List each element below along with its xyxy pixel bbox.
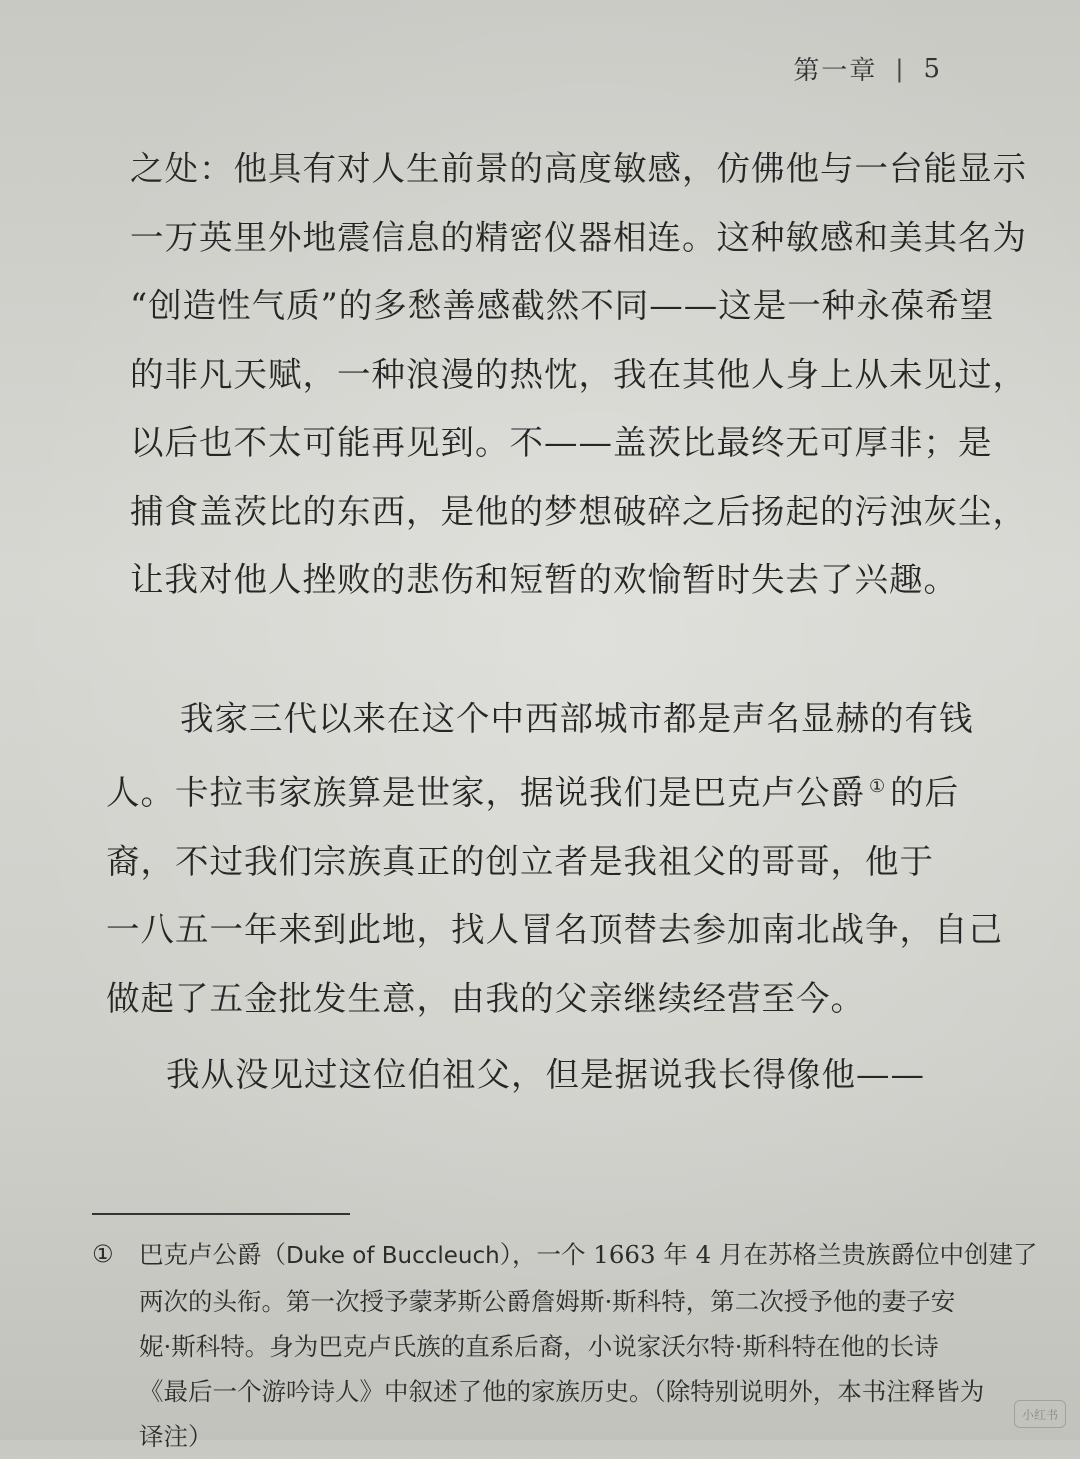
footnote-line: 译注） — [139, 1422, 213, 1451]
text-line: 我家三代以来在这个中西部城市都是声名显赫的有钱 — [180, 698, 974, 738]
text-line: 捕食盖茨比的东西，是他的梦想破碎之后扬起的污浊灰尘， — [130, 491, 1027, 531]
text-line — [100, 753, 1000, 828]
text-line: 的非凡天赋，一种浪漫的热忱，我在其他人身上从未见过， — [130, 354, 1027, 394]
header-separator: | — [895, 54, 906, 83]
footnote-reference: ① — [869, 776, 887, 797]
paragraph-family-history — [100, 685, 1003, 1034]
chapter-title: 第一章 — [793, 56, 878, 86]
body-text — [100, 135, 1027, 1110]
text-line: 我从没见过这位伯祖父，但是据说我长得像他—— — [166, 1055, 925, 1095]
footnote-line: 《最后一个游吟诗人》中叙述了他的家族历史。（除特别说明外，本书注释皆为 — [139, 1377, 985, 1406]
paragraph-great-uncle — [100, 1041, 1000, 1110]
footnote-latin-name: Duke of Buccleuch — [286, 1243, 500, 1269]
footnote-mark: ① — [92, 1240, 114, 1268]
text-line: 做起了五金批发生意，由我的父亲继续经营至今。 — [106, 978, 865, 1018]
text-line: 一万英里外地震信息的精密仪器相连。这种敏感和美其名为 — [130, 217, 1027, 257]
footnote-line: 两次的头衔。第一次授予蒙茅斯公爵詹姆斯·斯科特，第二次授予他的妻子安 — [139, 1287, 956, 1316]
text-line: “创造性气质”的多愁善感截然不同——这是一种永葆希望 — [130, 286, 995, 325]
paragraph-continued — [100, 135, 1027, 615]
text-line: 以后也不太可能再见到。不——盖茨比最终无可厚非；是 — [130, 423, 993, 462]
page-number: 5 — [923, 53, 942, 84]
footnote-line — [92, 1232, 1042, 1279]
footnote-block — [92, 1232, 1042, 1451]
text-segment: 人。卡拉韦家族算是世家，据说我们是巴克卢公爵 — [106, 773, 865, 813]
text-segment: 的后 — [890, 773, 960, 813]
footnote-segment: 巴克卢公爵（ — [139, 1240, 286, 1269]
text-line: 一八五一年来到此地，找人冒名顶替去参加南北战争，自己 — [106, 910, 1003, 950]
footnote-divider — [92, 1213, 350, 1215]
text-line: 让我对他人挫败的悲伤和短暂的欢愉暂时失去了兴趣。 — [130, 560, 958, 599]
text-line: 裔，不过我们宗族真正的创立者是我祖父的哥哥，他于 — [106, 841, 934, 881]
running-header — [793, 50, 942, 87]
text-line: 之处：他具有对人生前景的高度敏感，仿佛他与一台能显示 — [130, 149, 1027, 188]
footnote-line: 妮·斯科特。身为巴克卢氏族的直系后裔，小说家沃尔特·斯科特在他的长诗 — [139, 1332, 939, 1361]
footnote-segment: ），一个 1663 年 4 月在苏格兰贵族爵位中创建了 — [499, 1240, 1038, 1269]
watermark-logo: 小红书 — [1014, 1400, 1066, 1428]
